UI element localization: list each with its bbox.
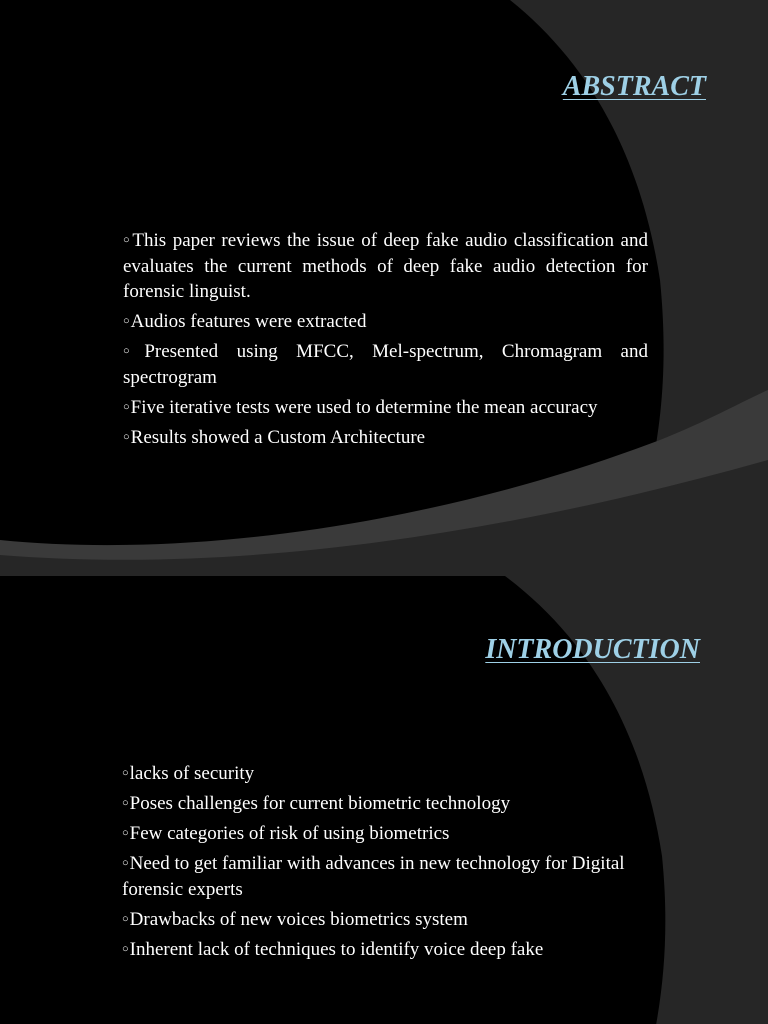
bullet-icon: ○ [122, 942, 129, 955]
bullet-icon: ○ [122, 797, 129, 809]
bullet-item [123, 309, 648, 335]
bullet-icon: ○ [122, 857, 129, 869]
bullet-list [122, 761, 662, 967]
bullet-text: Five iterative tests were used to determine the mean accuracy [130, 396, 598, 418]
bullet-icon: ○ [123, 400, 130, 413]
bullet-item [123, 228, 648, 305]
bullet-text: Drawbacks of new voices biometrics system [129, 908, 468, 930]
bullet-text: Poses challenges for current biometric technology [129, 793, 511, 814]
bullet-icon: ○ [122, 767, 129, 779]
bullet-icon: ○ [123, 430, 130, 443]
bullet-text: Inherent lack of techniques to identify voice deep fake [129, 938, 544, 960]
bullet-item [122, 791, 662, 817]
bullet-text: Audios features were extracted [130, 311, 367, 332]
bullet-item [123, 395, 648, 421]
bullet-text: Few categories of risk of using biometrics [129, 823, 450, 844]
bullet-item [122, 937, 662, 963]
bullet-icon: ○ [122, 827, 129, 839]
bullet-icon: ○ [123, 315, 130, 327]
bullet-item [122, 907, 662, 933]
slide-title: ABSTRACT [562, 71, 706, 102]
bullet-text: This paper reviews the issue of deep fake audio classification and evaluates the current methods of deep fake audio detection for forensic linguist. [123, 230, 648, 302]
bullet-list [123, 228, 648, 455]
bullet-item [122, 821, 662, 847]
bullet-text: Presented using MFCC, Mel-spectrum, Chromagram and spectrogram [123, 341, 648, 388]
bullet-icon: ○ [123, 234, 132, 246]
bullet-item [122, 761, 662, 787]
bullet-text: Results showed a Custom Architecture [130, 426, 426, 448]
bullet-item [122, 851, 662, 902]
bullet-icon: ○ [122, 912, 129, 925]
bullet-icon: ○ [123, 345, 144, 357]
bullet-item [123, 339, 648, 390]
bullet-text: lacks of security [129, 763, 255, 784]
slide-introduction [0, 576, 768, 1024]
slide-title: INTRODUCTION [485, 634, 700, 665]
bullet-item [123, 425, 648, 451]
bullet-text: Need to get familiar with advances in new technology for Digital forensic experts [122, 853, 625, 900]
